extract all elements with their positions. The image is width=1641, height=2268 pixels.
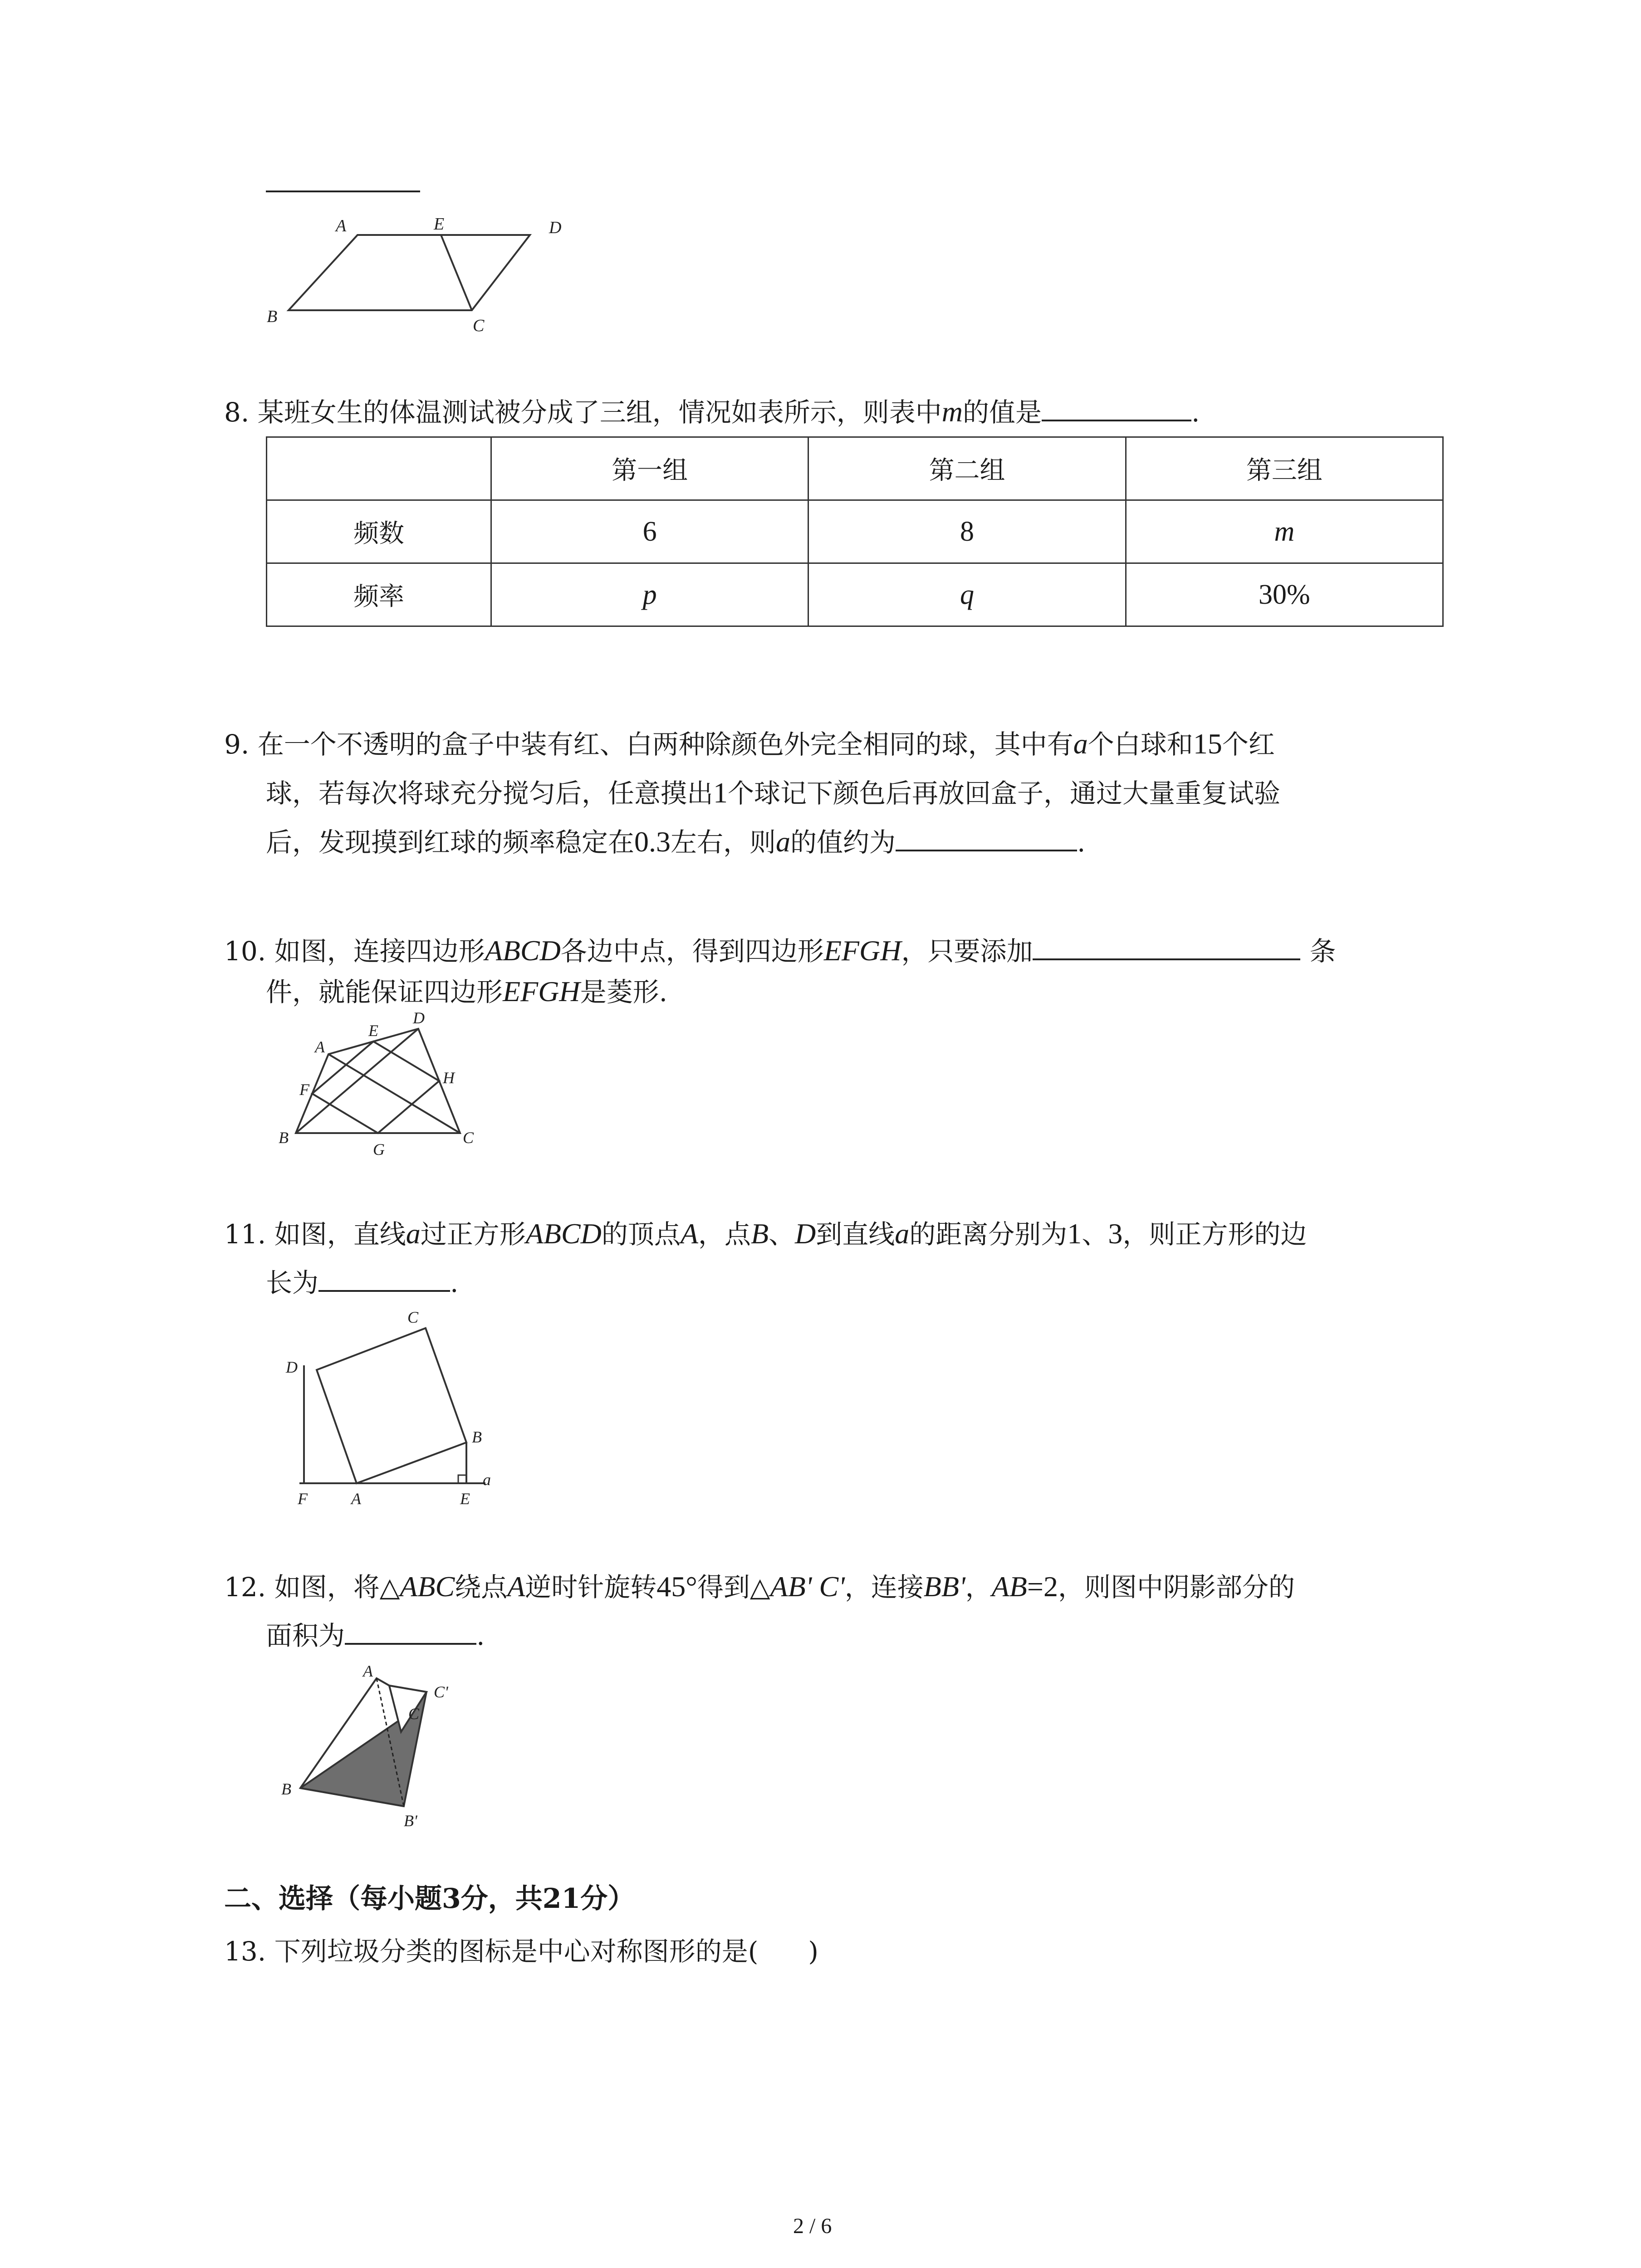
q11-var: D <box>795 1217 816 1250</box>
q10-text: 各边中点，得到四边形 <box>560 936 824 967</box>
table-cell: m <box>1126 500 1443 563</box>
q12-text: ，连接 <box>844 1572 924 1603</box>
table-header-cell: 第一组 <box>491 437 808 500</box>
q11-label-d: D <box>286 1358 298 1376</box>
q11-text: 、 <box>769 1219 795 1250</box>
q9-text: 球，若每次将球充分搅匀后，任意摸出 <box>266 778 714 809</box>
q13-number: 13. <box>224 1936 266 1967</box>
section-title: 二、选择（每小题3分，共21分） <box>224 1883 635 1915</box>
q13-question <box>224 1926 818 1977</box>
q10-label-a: A <box>315 1038 325 1056</box>
q7-label-b: B <box>267 307 278 326</box>
q12-var: A <box>507 1570 525 1603</box>
q9-text: 个白球和 <box>1087 729 1193 760</box>
q7-label-a: A <box>336 216 347 235</box>
q11-label-line-a: a <box>483 1471 491 1489</box>
q11-text: ，则正方形的边 <box>1122 1219 1307 1250</box>
q12-var: AB' C' <box>770 1570 845 1603</box>
q10-label-e: E <box>368 1022 378 1040</box>
table-cell: 6 <box>491 500 808 563</box>
q12-rotation-figure <box>272 1660 481 1833</box>
q11-text: 的顶点 <box>601 1219 681 1250</box>
q12-var: BB' <box>923 1570 965 1603</box>
q12-text: 绕点 <box>455 1572 508 1603</box>
q8-frequency-table <box>266 436 1444 627</box>
q9-line1 <box>224 719 1275 770</box>
q12-label-c: C <box>408 1705 420 1723</box>
q11-var: a <box>406 1217 421 1250</box>
q11-var: B <box>750 1217 769 1250</box>
q12-label-c-prime: C' <box>434 1683 448 1701</box>
table-header-cell <box>267 437 491 500</box>
q10-text: 如图，连接四边形 <box>274 936 485 967</box>
table-cell: 8 <box>808 500 1126 563</box>
q8-end: . <box>1191 397 1200 428</box>
q11-text: 到直线 <box>816 1219 895 1250</box>
q12-text: ，则图中阴影部分的 <box>1058 1572 1295 1603</box>
q12-line2 <box>266 1610 485 1661</box>
q9-var-a: a <box>776 826 791 858</box>
table-header-row <box>267 437 1443 500</box>
q11-text: 如图，直线 <box>274 1219 406 1250</box>
q8-question <box>224 386 1200 438</box>
q7-answer-blank <box>266 191 420 192</box>
q12-label-b: B <box>281 1780 291 1798</box>
q9-line2 <box>266 767 1280 819</box>
q13-text: ) <box>808 1936 818 1967</box>
table-row <box>267 500 1443 563</box>
q11-end: . <box>450 1267 459 1298</box>
q10-label-b: B <box>279 1129 289 1147</box>
q9-num: 1 <box>713 777 728 809</box>
q9-var-a: a <box>1073 728 1088 760</box>
table-cell: 30% <box>1126 563 1443 626</box>
q8-text2: 的值是 <box>963 397 1042 428</box>
q12-text: 面积为 <box>266 1620 345 1651</box>
q12-text: ， <box>965 1572 992 1603</box>
table-header-cell: 第二组 <box>808 437 1126 500</box>
q11-answer-blank <box>318 1263 450 1292</box>
page-number: 2 / 6 <box>793 2214 832 2238</box>
table-row <box>267 563 1443 626</box>
q10-text: ，只要添加 <box>901 936 1033 967</box>
q7-label-e: E <box>434 215 445 234</box>
q9-answer-blank <box>896 822 1077 851</box>
q12-answer-blank <box>345 1616 476 1645</box>
row-label: 频数 <box>267 500 491 563</box>
q11-var: A <box>680 1217 698 1250</box>
q9-text: 后，发现摸到红球的频率稳定在 <box>266 827 635 858</box>
q11-num: 1 <box>1067 1217 1082 1250</box>
q10-label-g: G <box>373 1140 385 1157</box>
q13-text: 下列垃圾分类的图标是中心对称图形的是( <box>274 1936 759 1967</box>
q11-line1 <box>224 1208 1307 1260</box>
q10-var: EFGH <box>503 975 580 1007</box>
q11-label-b: B <box>472 1428 482 1446</box>
q10-label-d: D <box>413 1009 425 1027</box>
q9-end: . <box>1077 827 1086 858</box>
row-label: 频率 <box>267 563 491 626</box>
q12-line1 <box>224 1561 1295 1613</box>
q12-var: AB <box>991 1570 1027 1603</box>
q10-text: 是菱形. <box>580 977 668 1007</box>
q10-label-h: H <box>443 1069 455 1087</box>
q12-end: . <box>476 1620 485 1651</box>
q12-text: 逆时针旋转 <box>525 1572 657 1603</box>
q8-var-m: m <box>941 396 963 428</box>
q9-text: 的值约为 <box>790 827 896 858</box>
q12-label-a: A <box>363 1662 373 1680</box>
q7-label-d: D <box>549 218 562 237</box>
q11-text: ，点 <box>698 1219 751 1250</box>
q10-answer-blank <box>1033 931 1300 960</box>
table-cell: q <box>808 563 1126 626</box>
q9-line3 <box>266 816 1085 868</box>
q11-number: 11. <box>224 1219 266 1250</box>
q10-var: EFGH <box>823 934 901 967</box>
q9-text: 在一个不透明的盒子中装有红、白两种除颜色外完全相同的球，其中有 <box>257 729 1073 760</box>
q12-number: 12. <box>224 1572 266 1603</box>
q9-num: 0.3 <box>634 826 671 858</box>
q7-label-c: C <box>473 316 485 335</box>
q10-var: ABCD <box>485 934 561 967</box>
q11-line2 <box>266 1257 458 1308</box>
q12-angle: 45° <box>656 1570 697 1603</box>
q9-text: 个球记下颜色后再放回盒子，通过大量重复试验 <box>728 778 1281 809</box>
q11-label-a: A <box>351 1490 361 1506</box>
q10-text: 条 <box>1309 936 1336 967</box>
q11-var: a <box>895 1217 910 1250</box>
q11-label-c: C <box>407 1308 419 1326</box>
q9-text: 左右，则 <box>671 827 776 858</box>
q8-answer-blank <box>1042 392 1191 421</box>
q11-label-f: F <box>298 1490 308 1506</box>
q11-label-e: E <box>460 1490 470 1506</box>
q10-label-f: F <box>299 1080 309 1099</box>
q12-num: =2 <box>1027 1570 1058 1603</box>
q9-num: 15 <box>1193 728 1222 760</box>
q10-number: 10. <box>224 936 266 967</box>
q8-text: 某班女生的体温测试被分成了三组，情况如表所示，则表中 <box>257 397 942 428</box>
q11-text: 的距离分别为 <box>909 1219 1068 1250</box>
q12-text: 得到△ <box>697 1572 770 1603</box>
q11-square-figure <box>272 1306 508 1506</box>
q9-text: 个红 <box>1222 729 1275 760</box>
q11-text: 过正方形 <box>420 1219 526 1250</box>
q11-num: 3 <box>1108 1217 1123 1250</box>
q12-var: ABC <box>400 1570 455 1603</box>
q9-number: 9. <box>224 729 250 760</box>
q11-var: ABCD <box>525 1217 602 1250</box>
table-cell: p <box>491 563 808 626</box>
q10-text: 件，就能保证四边形 <box>266 977 503 1007</box>
q11-text: 长为 <box>266 1267 319 1298</box>
q12-label-b-prime: B' <box>404 1812 417 1830</box>
q12-text: 如图，将△ <box>274 1572 400 1603</box>
q7-parallelogram-figure <box>254 213 581 345</box>
q11-text: 、 <box>1082 1219 1108 1250</box>
table-header-cell: 第三组 <box>1126 437 1443 500</box>
q10-label-c: C <box>463 1129 474 1147</box>
q10-quadrilateral-figure <box>272 1007 490 1157</box>
q8-number: 8. <box>224 397 250 428</box>
